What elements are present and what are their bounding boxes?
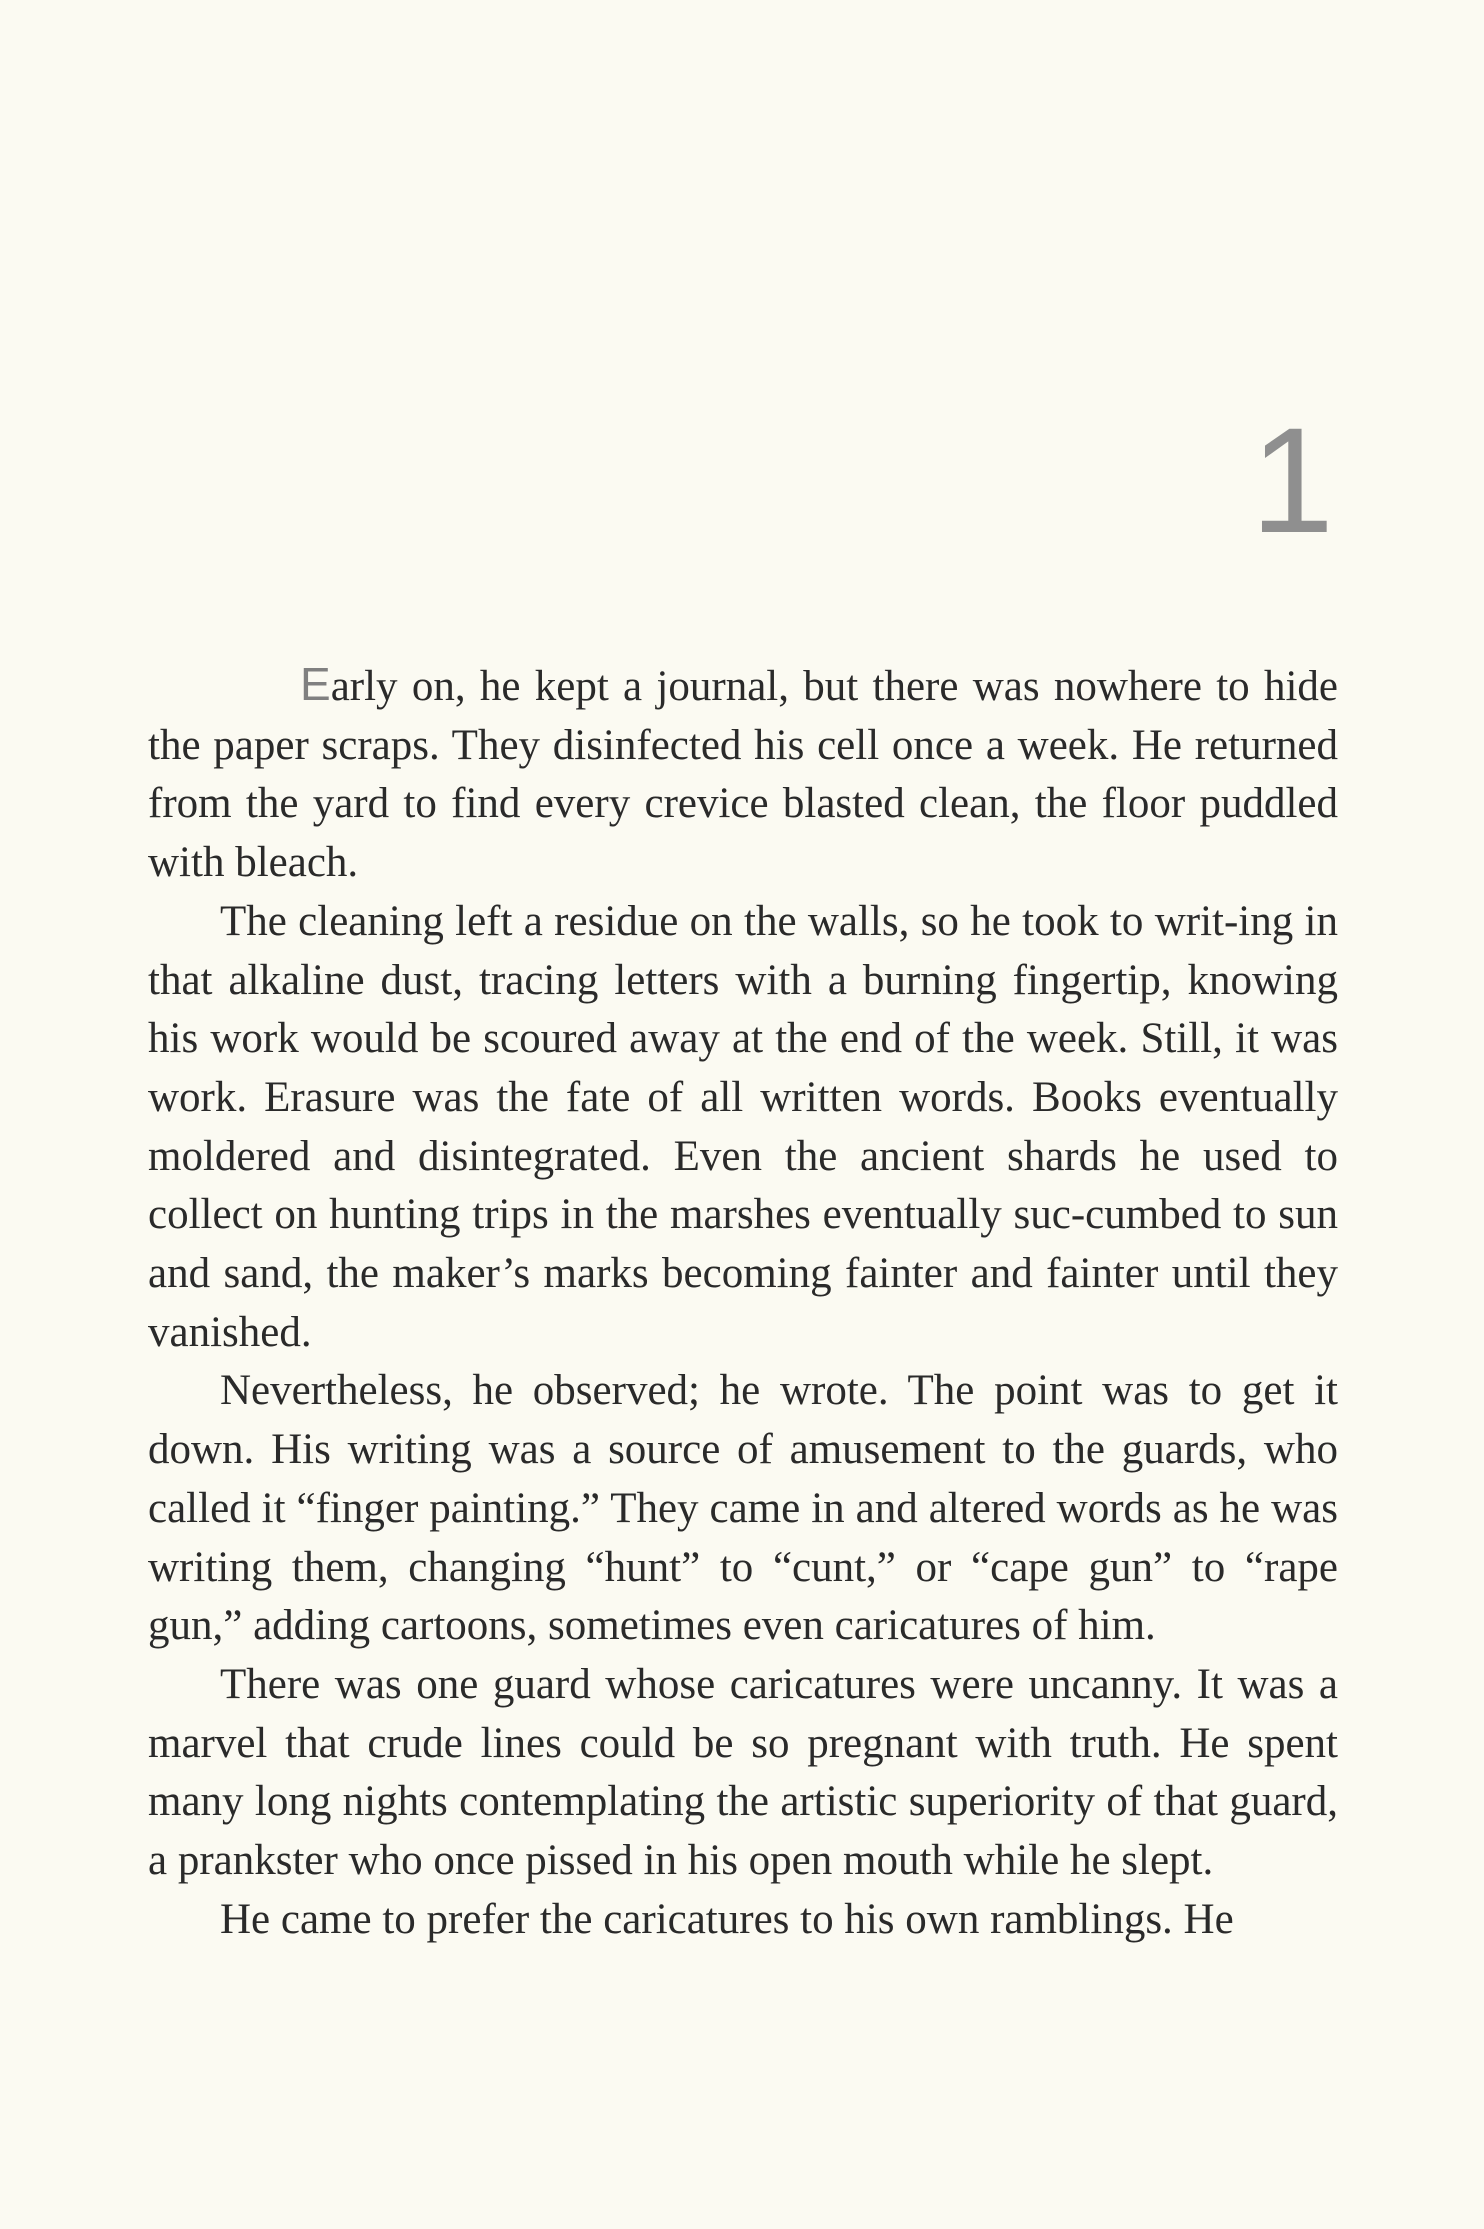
body-text bbox=[148, 655, 1338, 1949]
paragraph-5: He came to prefer the caricatures to his own ramblings. He bbox=[220, 1895, 1234, 1943]
paragraph-4: There was one guard whose caricatures were uncanny. It was a marvel that crude lines could be so pregnant with truth. He spent many long nights contemplating the artistic superiority of that guard, a prankster who once pissed in his open mouth while he slept. bbox=[148, 1660, 1338, 1885]
paragraph-1 bbox=[148, 655, 1338, 893]
chapter-number: 1 bbox=[1250, 396, 1334, 564]
paragraph-2: The cleaning left a residue on the walls, so he took to writ-ing in that alkaline dust, tracing letters with a burning fingertip, knowing his work would be scoured away at the end of the week. Still, it was work. Erasure was the fate of all written words. Books eventually moldered and disintegrated. Even the ancient shards he used to collect on hunting trips in the marshes eventually suc-cumbed to sun and sand, the maker’s marks becoming fainter and fainter until they vanished. bbox=[148, 897, 1338, 1356]
paragraph-3: Nevertheless, he observed; he wrote. The point was to get it down. His writing was a source of amusement to the guards, who called it “finger painting.” They came in and altered words as he was writing them, changing “hunt” to “cunt,” or “cape gun” to “rape gun,” adding cartoons, sometimes even caricatures of him. bbox=[148, 1367, 1338, 1650]
paragraph-1-text: arly on, he kept a journal, but there was nowhere to hide the paper scraps. They disinfected his cell once a week. He returned from the yard to find every crevice blasted clean, the floor puddled with bleach. bbox=[148, 663, 1338, 887]
drop-cap-initial: E bbox=[300, 658, 331, 710]
